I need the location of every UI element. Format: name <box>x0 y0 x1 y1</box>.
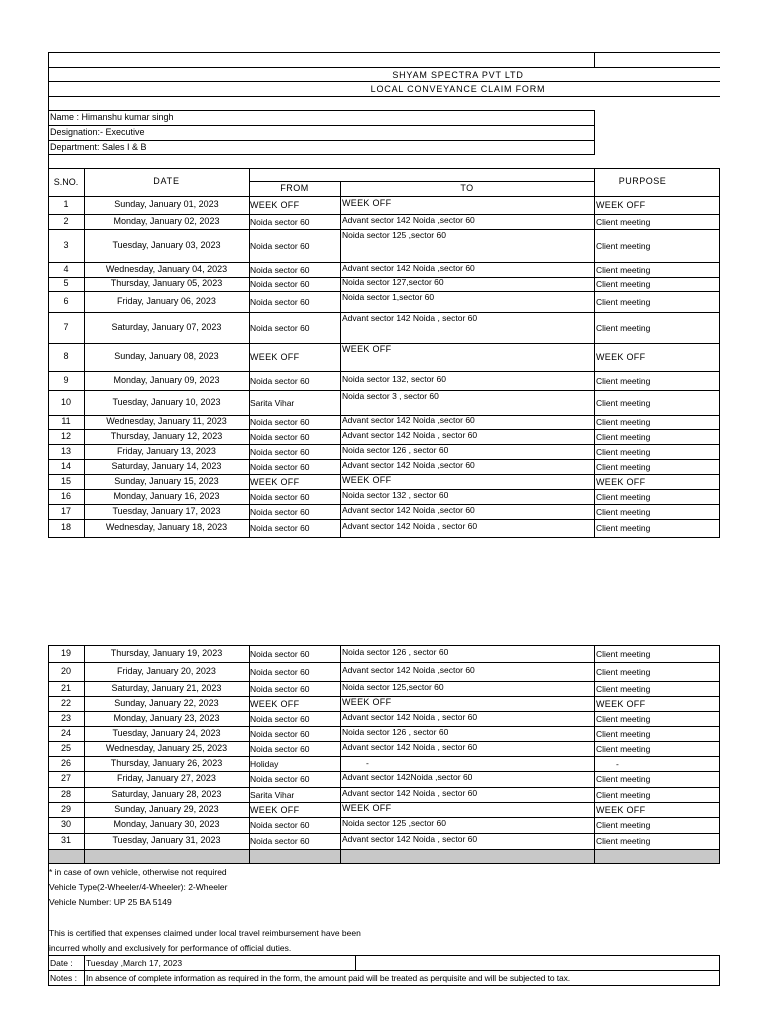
row-sno: 6 <box>63 295 69 306</box>
row-from: WEEK OFF <box>250 352 300 362</box>
row-divider <box>48 519 720 520</box>
row-purpose: WEEK OFF <box>596 698 646 709</box>
form-title: LOCAL CONVEYANCE CLAIM FORM <box>370 84 546 94</box>
row-purpose: Client meeting <box>596 743 651 754</box>
row-to: Advant sector 142 Noida , sector 60 <box>342 313 478 323</box>
row-to: Advant sector 142 Noida ,sector 60 <box>342 459 475 470</box>
row-sno: 8 <box>63 351 69 361</box>
row-sno: 20 <box>60 665 71 676</box>
row-purpose: Client meeting <box>596 397 651 408</box>
row-date: Thursday, January 26, 2023 <box>110 757 223 768</box>
employee-name: Name : Himanshu kumar singh <box>50 112 174 122</box>
row-purpose: Client meeting <box>596 523 651 533</box>
employee-designation: Designation:- Executive <box>50 127 145 137</box>
column-header-from: FROM <box>280 183 309 193</box>
notes-value: In absence of complete information as required in the form, the amount paid will be treated as perquisite and will be subjected to tax. <box>86 973 571 983</box>
row-date: Thursday, January 12, 2023 <box>110 430 223 441</box>
row-purpose: Client meeting <box>596 789 651 800</box>
row-date: Sunday, January 08, 2023 <box>114 351 219 361</box>
row-sno: 10 <box>60 396 71 407</box>
row-date: Tuesday, January 31, 2023 <box>112 835 221 845</box>
row-date: Friday, January 13, 2023 <box>117 445 216 456</box>
certification-line-2: incurred wholly and exclusively for performance of official duties. <box>49 943 292 953</box>
row-to: Noida sector 132 , sector 60 <box>342 489 449 500</box>
row-date: Tuesday, January 24, 2023 <box>112 727 221 738</box>
row-from: Holiday <box>250 758 279 769</box>
row-from: WEEK OFF <box>250 476 300 487</box>
row-sno: 5 <box>63 278 69 288</box>
row-from: Noida sector 60 <box>250 240 310 251</box>
row-purpose: WEEK OFF <box>596 804 646 815</box>
row-from: Noida sector 60 <box>250 431 310 442</box>
row-date: Tuesday, January 10, 2023 <box>112 396 221 407</box>
row-purpose: Client meeting <box>596 666 651 677</box>
row-date: Saturday, January 07, 2023 <box>111 321 222 332</box>
row-sno: 13 <box>60 445 71 456</box>
row-from: Sarita Vihar <box>250 789 295 800</box>
row-purpose: Client meeting <box>596 279 651 289</box>
row-purpose: Client meeting <box>596 774 651 784</box>
row-from: Noida sector 60 <box>250 743 310 754</box>
row-purpose: Client meeting <box>596 240 651 251</box>
row-date: Friday, January 20, 2023 <box>117 665 216 676</box>
row-sno: 11 <box>61 416 71 426</box>
row-sno: 7 <box>63 321 69 332</box>
row-to: Advant sector 142 Noida , sector 60 <box>342 741 478 752</box>
row-purpose: Client meeting <box>596 506 651 517</box>
row-to: Advant sector 142 Noida , sector 60 <box>342 834 478 844</box>
row-to: Advant sector 142 Noida , sector 60 <box>342 711 478 722</box>
row-sno: 28 <box>60 788 71 799</box>
row-sno: 27 <box>60 773 71 783</box>
certification-line-1: This is certified that expenses claimed under local travel reimbursement have been <box>49 928 361 938</box>
row-date: Wednesday, January 25, 2023 <box>105 742 228 753</box>
row-sno: 26 <box>60 757 71 768</box>
date-label: Date : <box>50 958 73 968</box>
row-date: Monday, January 02, 2023 <box>113 215 220 226</box>
row-purpose: Client meeting <box>596 648 651 659</box>
row-to: Advant sector 142 Noida ,sector 60 <box>342 415 475 425</box>
row-to: WEEK OFF <box>342 802 392 813</box>
row-date: Monday, January 16, 2023 <box>113 490 220 501</box>
row-to: Advant sector 142 Noida ,sector 60 <box>342 504 475 515</box>
row-purpose: WEEK OFF <box>596 200 646 210</box>
row-date: Wednesday, January 04, 2023 <box>105 263 228 274</box>
column-header-to: TO <box>460 183 474 193</box>
row-date: Sunday, January 15, 2023 <box>114 475 219 486</box>
row-divider <box>48 371 720 372</box>
row-from: Noida sector 60 <box>250 417 310 427</box>
row-to: Advant sector 142Noida ,sector 60 <box>342 772 473 782</box>
row-to: Noida sector 127,sector 60 <box>342 277 444 287</box>
row-to: WEEK OFF <box>342 344 392 354</box>
row-from: Noida sector 60 <box>250 820 310 830</box>
row-to: Advant sector 142 Noida ,sector 60 <box>342 262 475 273</box>
row-from: Noida sector 60 <box>250 446 310 457</box>
row-from: Noida sector 60 <box>250 836 310 846</box>
row-from: Noida sector 60 <box>250 683 310 694</box>
row-from: Noida sector 60 <box>250 728 310 739</box>
column-header-sno: S.NO. <box>53 177 79 187</box>
row-to: Noida sector 132, sector 60 <box>342 373 446 384</box>
row-sno: 24 <box>60 727 71 738</box>
vehicle-number: Vehicle Number: UP 25 BA 5149 <box>49 897 172 907</box>
row-purpose: WEEK OFF <box>596 476 646 487</box>
row-to: Advant sector 142 Noida ,sector 60 <box>342 214 475 225</box>
row-from: WEEK OFF <box>250 804 300 815</box>
row-from: Noida sector 60 <box>250 774 310 784</box>
row-date: Saturday, January 21, 2023 <box>111 682 222 693</box>
row-date: Wednesday, January 18, 2023 <box>105 522 228 532</box>
row-from: Noida sector 60 <box>250 375 310 386</box>
company-name: SHYAM SPECTRA PVT LTD <box>392 70 524 80</box>
row-sno: 18 <box>60 522 71 532</box>
row-purpose: Client meeting <box>596 216 651 227</box>
row-to: Noida sector 125,sector 60 <box>342 681 444 692</box>
row-purpose: Client meeting <box>596 728 651 739</box>
row-divider <box>48 662 720 663</box>
row-sno: 19 <box>60 647 71 658</box>
row-sno: 12 <box>60 430 71 441</box>
row-purpose: Client meeting <box>596 322 651 333</box>
row-divider <box>48 849 720 850</box>
column-header-purpose: PURPOSE <box>618 176 667 186</box>
row-purpose: Client meeting <box>596 296 651 307</box>
column-header-date: DATE <box>153 176 180 186</box>
row-from: WEEK OFF <box>250 698 300 709</box>
row-to: WEEK OFF <box>342 696 392 707</box>
row-sno: 21 <box>60 682 71 693</box>
row-sno: 25 <box>60 742 71 753</box>
row-from: Noida sector 60 <box>250 648 310 659</box>
row-to: Noida sector 125 ,sector 60 <box>342 230 446 240</box>
row-date: Thursday, January 05, 2023 <box>110 278 223 288</box>
row-date: Monday, January 09, 2023 <box>113 374 220 385</box>
row-sno: 3 <box>63 239 69 250</box>
row-to: Noida sector 125 ,sector 60 <box>342 818 446 828</box>
row-date: Friday, January 27, 2023 <box>117 773 216 783</box>
row-to: Noida sector 126 , sector 60 <box>342 646 449 657</box>
row-from: Noida sector 60 <box>250 322 310 333</box>
row-from: Noida sector 60 <box>250 713 310 724</box>
row-sno: 22 <box>60 697 71 708</box>
row-to: Noida sector 126 , sector 60 <box>342 444 449 455</box>
row-purpose: Client meeting <box>596 461 651 472</box>
row-divider <box>48 756 720 757</box>
row-to: Advant sector 142 Noida ,sector 60 <box>342 664 475 675</box>
row-date: Sunday, January 01, 2023 <box>114 199 219 209</box>
row-to: Advant sector 142 Noida , sector 60 <box>342 787 478 798</box>
row-purpose: Client meeting <box>596 417 651 427</box>
row-sno: 31 <box>60 835 71 845</box>
row-from: WEEK OFF <box>250 200 300 210</box>
row-sno: 1 <box>63 199 69 209</box>
row-sno: 4 <box>63 263 69 274</box>
row-sno: 16 <box>60 490 71 501</box>
row-sno: 17 <box>60 505 71 516</box>
row-to: Noida sector 126 , sector 60 <box>342 726 449 737</box>
vehicle-note: * in case of own vehicle, otherwise not required <box>49 867 227 877</box>
row-to: Noida sector 3 , sector 60 <box>342 391 439 401</box>
vehicle-type: Vehicle Type(2-Wheeler/4-Wheeler): 2-Wheeler <box>49 882 228 892</box>
row-purpose: - <box>616 758 619 769</box>
row-sno: 23 <box>60 712 71 723</box>
row-sno: 2 <box>63 215 69 226</box>
row-from: Noida sector 60 <box>250 296 310 307</box>
row-date: Saturday, January 28, 2023 <box>111 788 222 799</box>
employee-department: Department: Sales I & B <box>50 142 147 152</box>
row-to: Advant sector 142 Noida , sector 60 <box>342 429 478 440</box>
row-from: Noida sector 60 <box>250 666 310 677</box>
row-from: Noida sector 60 <box>250 506 310 517</box>
row-from: Noida sector 60 <box>250 216 310 227</box>
row-purpose: WEEK OFF <box>596 352 646 362</box>
row-sno: 29 <box>60 803 71 814</box>
row-sno: 9 <box>63 374 69 385</box>
row-from: Noida sector 60 <box>250 264 310 275</box>
row-from: Noida sector 60 <box>250 491 310 502</box>
row-to: WEEK OFF <box>342 198 392 208</box>
row-purpose: Client meeting <box>596 491 651 502</box>
row-from: Noida sector 60 <box>250 279 310 289</box>
row-purpose: Client meeting <box>596 820 651 830</box>
row-date: Friday, January 06, 2023 <box>117 295 216 306</box>
row-from: Noida sector 60 <box>250 523 310 533</box>
date-value: Tuesday ,March 17, 2023 <box>86 958 183 968</box>
row-sno: 14 <box>60 460 71 471</box>
row-date: Sunday, January 29, 2023 <box>114 803 219 814</box>
row-sno: 30 <box>60 819 71 829</box>
row-date: Tuesday, January 17, 2023 <box>112 505 221 516</box>
row-purpose: Client meeting <box>596 836 651 846</box>
row-date: Monday, January 23, 2023 <box>113 712 220 723</box>
row-purpose: Client meeting <box>596 713 651 724</box>
row-to: - <box>366 757 369 768</box>
row-purpose: Client meeting <box>596 375 651 386</box>
row-date: Monday, January 30, 2023 <box>113 819 220 829</box>
row-to: WEEK OFF <box>342 474 392 485</box>
row-date: Thursday, January 19, 2023 <box>110 647 223 658</box>
row-purpose: Client meeting <box>596 431 651 442</box>
row-purpose: Client meeting <box>596 446 651 457</box>
row-date: Sunday, January 22, 2023 <box>114 697 219 708</box>
row-sno: 15 <box>60 475 71 486</box>
row-from: Sarita Vihar <box>250 397 295 408</box>
row-to: Noida sector 1,sector 60 <box>342 292 435 302</box>
row-divider <box>48 537 720 538</box>
row-date: Wednesday, January 11, 2023 <box>106 416 227 426</box>
row-date: Tuesday, January 03, 2023 <box>112 239 221 250</box>
row-purpose: Client meeting <box>596 683 651 694</box>
row-date: Saturday, January 14, 2023 <box>111 460 222 471</box>
row-purpose: Client meeting <box>596 264 651 275</box>
row-from: Noida sector 60 <box>250 461 310 472</box>
notes-label: Notes : <box>50 973 77 983</box>
row-to: Advant sector 142 Noida , sector 60 <box>342 521 478 531</box>
